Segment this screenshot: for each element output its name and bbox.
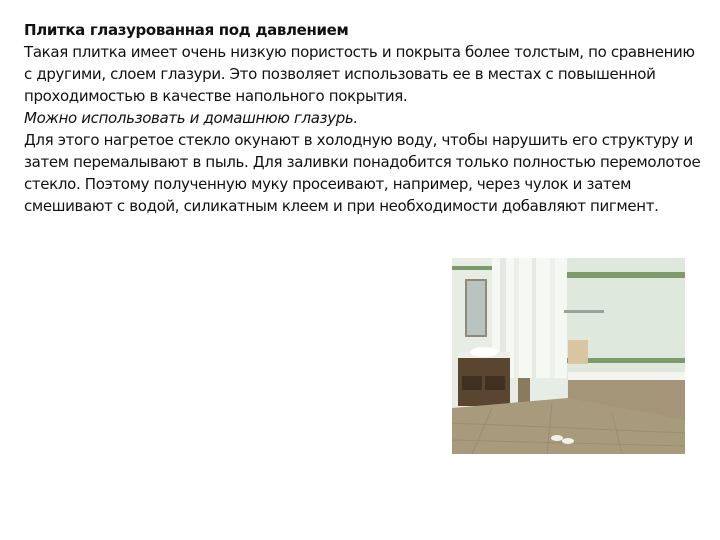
paragraph-2: Для этого нагретое стекло окунают в холодную воду, чтобы нарушить его структуру и затем перемалывают в пыль. Для заливки понадобится только полностью перемолотое стекло. Поэтому полученную муку просеивают, например, через чулок и затем смешивают с водой, силикатным клеем и при необходимости добавляют пигмент. [24, 131, 701, 215]
text-block [24, 19, 704, 217]
italic-line: Можно использовать и домашнюю глазурь. [24, 109, 358, 127]
bathroom-photo [452, 258, 685, 454]
paragraph-1: Такая плитка имеет очень низкую пористость и покрыта более толстым, по сравнению с другими, слоем глазури. Это позволяет использовать ее в местах с повышенной проходимостью в качестве напольного покрытия. [24, 43, 695, 105]
heading: Плитка глазурованная под давлением [24, 21, 349, 39]
